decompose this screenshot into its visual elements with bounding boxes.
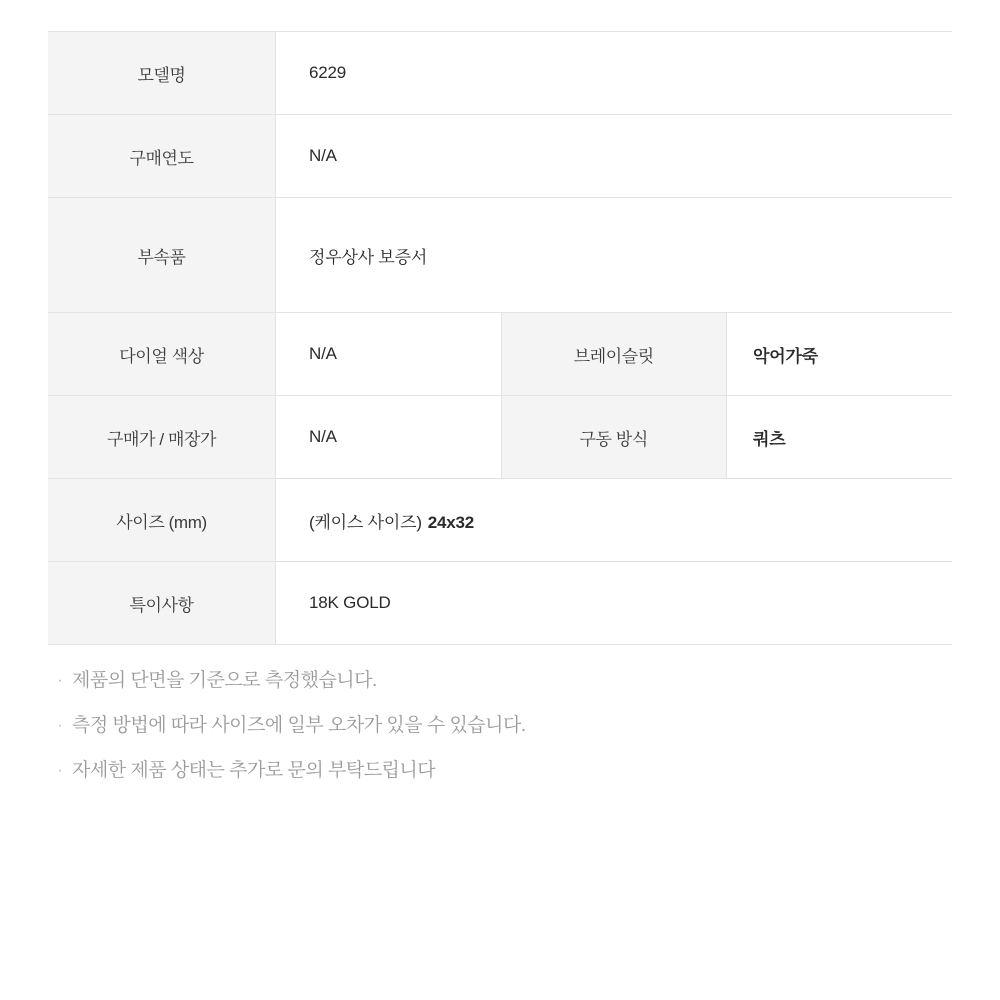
spec-label-movement: 구동 방식 [501, 396, 727, 479]
notes-list [48, 668, 952, 803]
note-text: 제품의 단면을 기준으로 측정했습니다. [72, 670, 377, 691]
spec-value-movement: 쿼츠 [753, 429, 786, 449]
spec-label-accessories: 부속품 [48, 198, 276, 313]
spec-label-purchase-year: 구매연도 [48, 115, 276, 198]
note-text: 측정 방법에 따라 사이즈에 일부 오차가 있을 수 있습니다. [72, 715, 526, 736]
table-row [48, 479, 952, 562]
bullet-icon: · [57, 762, 63, 779]
table-row [48, 396, 952, 479]
spec-value-remarks: 18K GOLD [309, 593, 391, 612]
list-item [48, 758, 952, 784]
bullet-icon: · [57, 672, 63, 689]
spec-label-remarks: 특이사항 [48, 562, 276, 645]
spec-label-dial-color: 다이얼 색상 [48, 313, 276, 396]
spec-value-model: 6229 [309, 63, 347, 82]
table-row [48, 313, 952, 396]
spec-value-size [276, 479, 953, 562]
table-row [48, 198, 952, 313]
table-row [48, 115, 952, 198]
spec-value-dial-color: N/A [309, 344, 337, 363]
size-measurement: 24x32 [427, 512, 475, 532]
list-item [48, 668, 952, 694]
bullet-icon: · [57, 717, 63, 734]
table-row [48, 32, 952, 115]
spec-value-bracelet: 악어가죽 [753, 346, 818, 366]
list-item [48, 713, 952, 739]
size-prefix-text: (케이스 사이즈) [309, 512, 422, 532]
spec-value-accessories: 정우상사 보증서 [309, 247, 428, 267]
spec-value-purchase-year: N/A [309, 146, 337, 165]
specification-table [48, 31, 952, 645]
spec-label-model: 모델명 [48, 32, 276, 115]
spec-label-price: 구매가 / 매장가 [48, 396, 276, 479]
spec-label-bracelet: 브레이슬릿 [501, 313, 727, 396]
spec-label-size: 사이즈 (mm) [48, 479, 276, 562]
note-text: 자세한 제품 상태는 추가로 문의 부탁드립니다 [72, 760, 436, 781]
table-row [48, 562, 952, 645]
spec-value-price: N/A [309, 427, 337, 446]
